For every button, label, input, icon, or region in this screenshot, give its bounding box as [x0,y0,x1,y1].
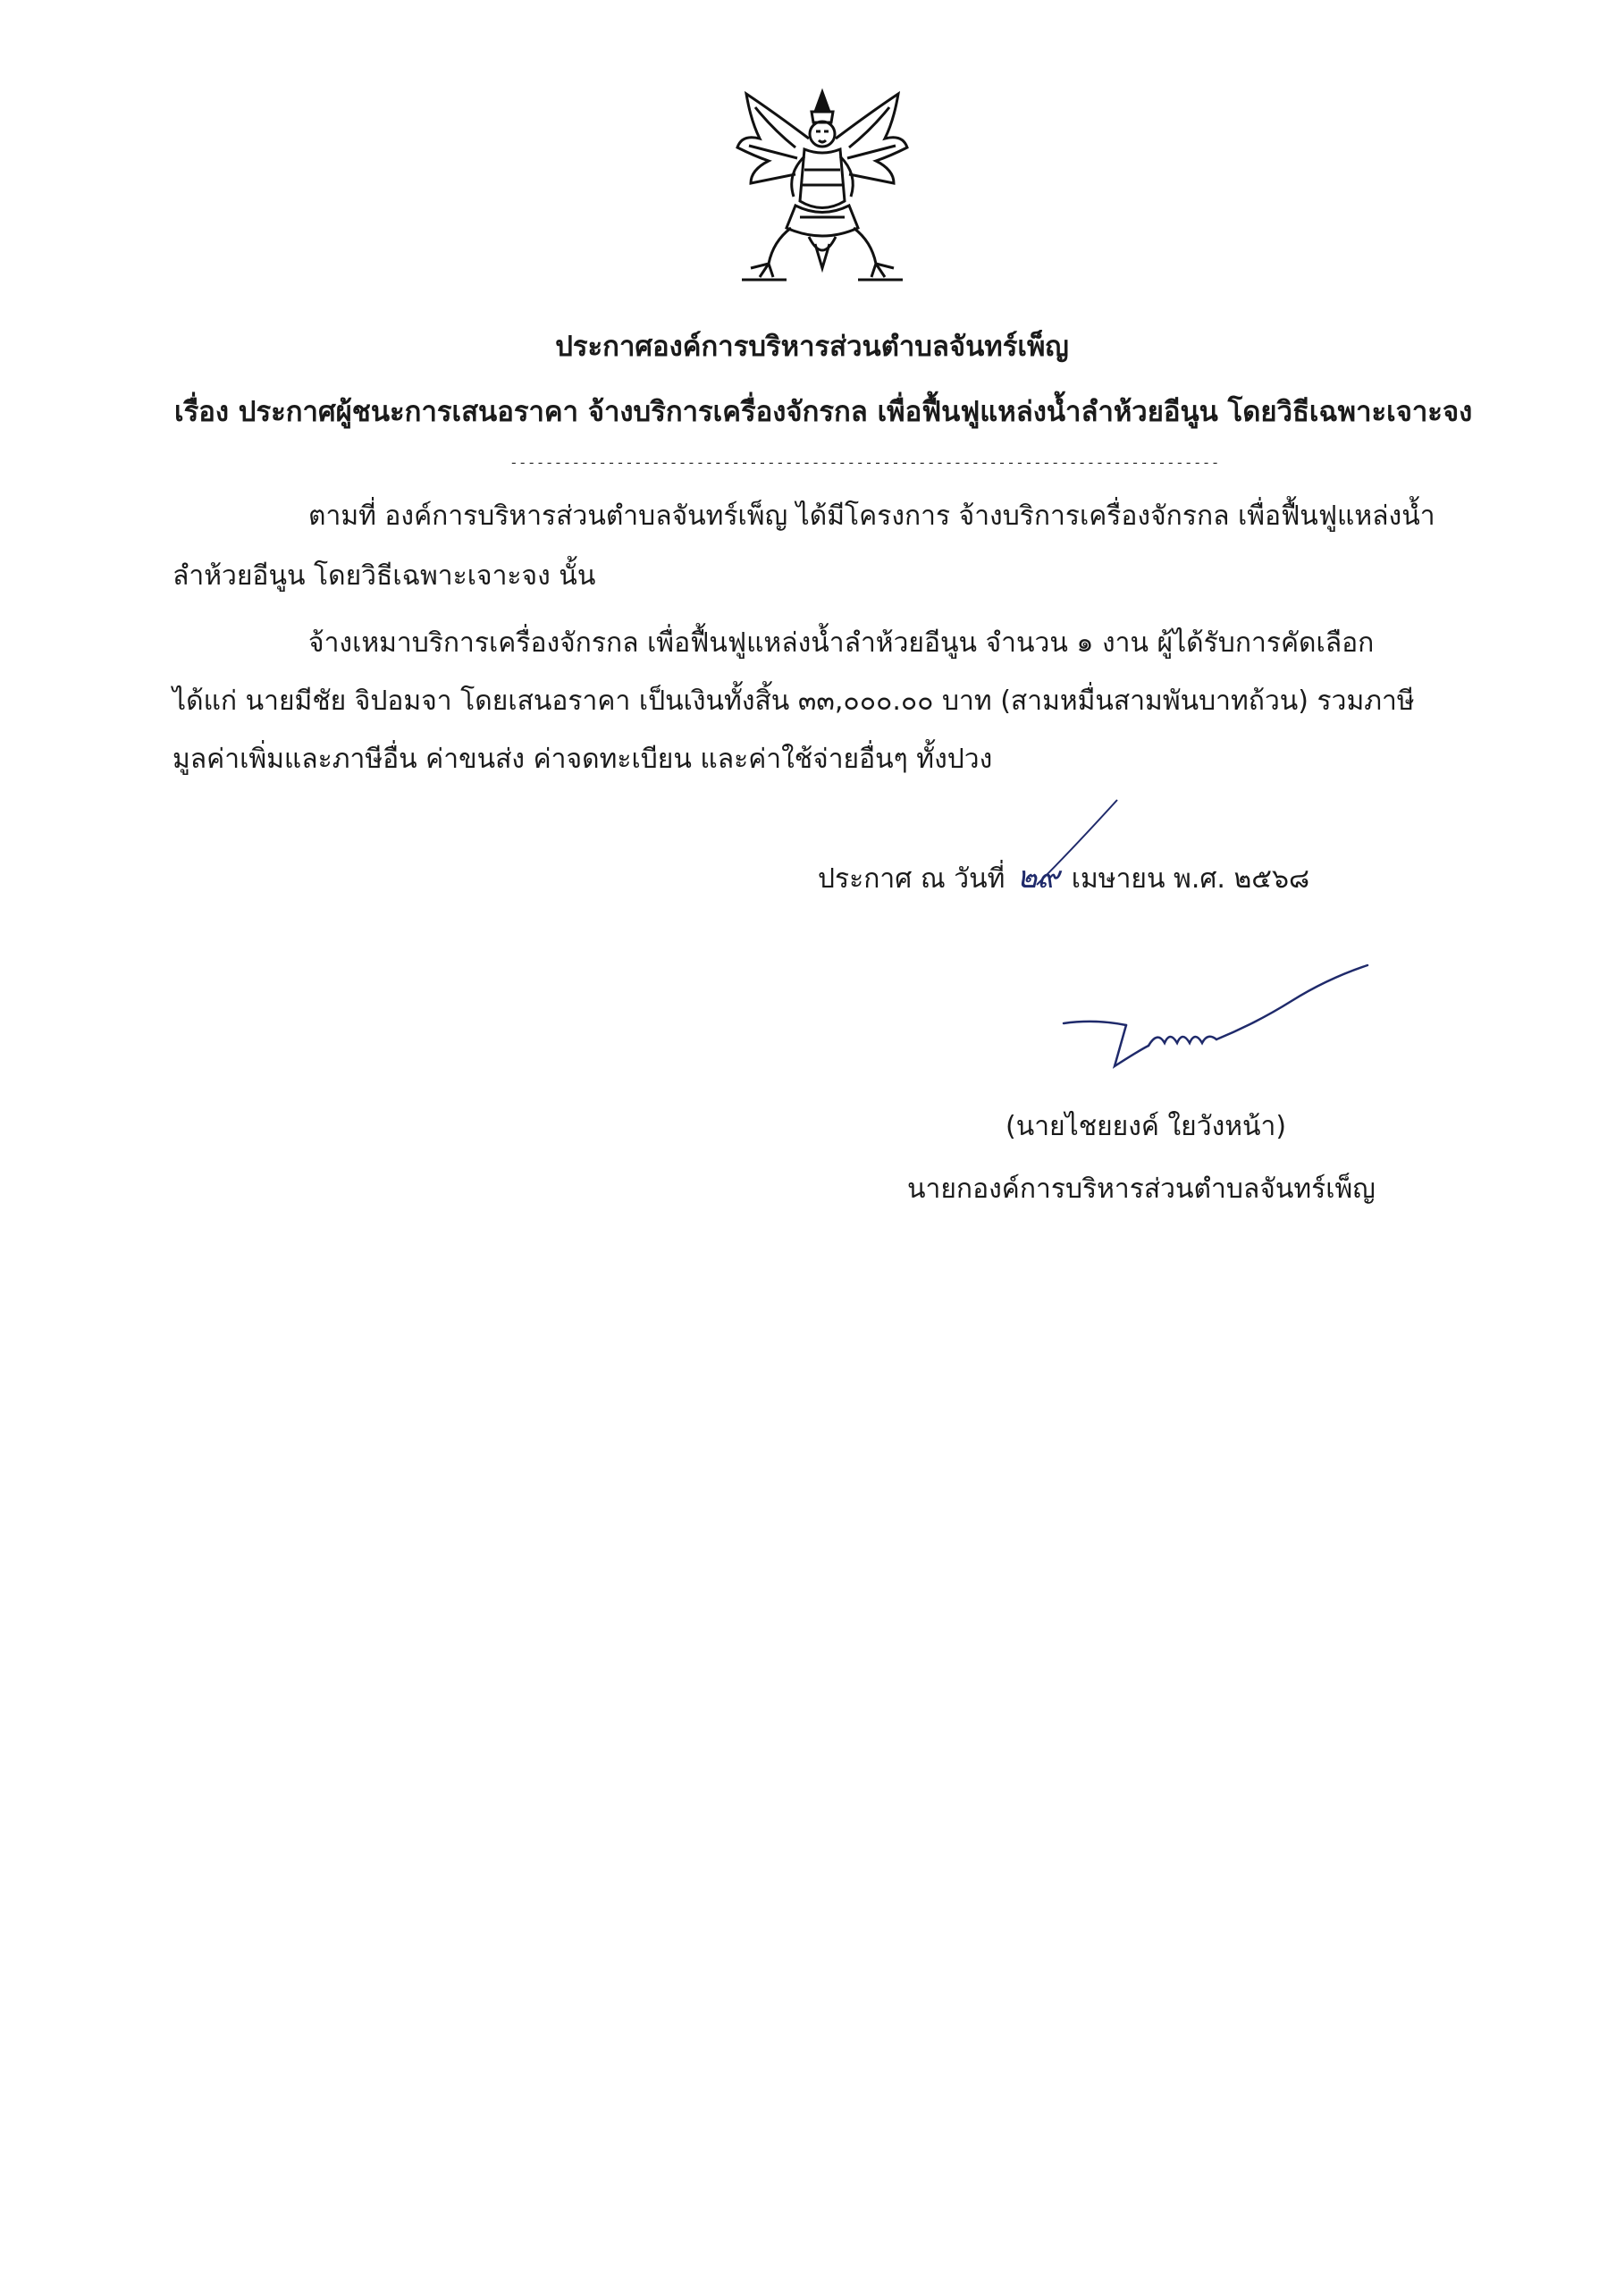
paragraph-1-line-2: ลำห้วยอีนูน โดยวิธีเฉพาะเจาะจง นั้น [172,560,596,592]
paragraph-1-line-1: ตามที่ องค์การบริหารส่วนตำบลจันทร์เพ็ญ ได้มีโครงการ จ้างบริการเครื่องจักรกล เพื่อฟื้นฟูแหล่งน้ำ [308,500,1435,532]
announcement-subject: เรื่อง ประกาศผู้ชนะการเสนอราคา จ้างบริการเครื่องจักรกล เพื่อฟื้นฟูแหล่งน้ำลำห้วยอีนูน โดยวิธีเฉพาะเจาะจง [174,396,1473,428]
paragraph-2-line-3: มูลค่าเพิ่มและภาษีอื่น ค่าขนส่ง ค่าจดทะเบียน และค่าใช้จ่ายอื่นๆ ทั้งปวง [172,744,993,775]
announcement-title: ประกาศองค์การบริหารส่วนตำบลจันทร์เพ็ญ [555,331,1069,363]
paragraph-2-line-1: จ้างเหมาบริการเครื่องจักรกล เพื่อฟื้นฟูแหล่งน้ำลำห้วยอีนูน จำนวน ๑ งาน ผู้ได้รับการคัดเลือก [308,627,1375,659]
announcement-date [818,860,1309,897]
date-prefix: ประกาศ ณ วันที่ [818,863,1006,895]
paragraph-2-line-2: ได้แก่ นายมีชัย จิปอมจา โดยเสนอราคา เป็นเงินทั้งสิ้น ๓๓,๐๐๐.๐๐ บาท (สามหมื่นสามพันบาทถ้วน) รวมภาษี [172,686,1415,717]
date-suffix: เมษายน พ.ศ. ๒๕๖๘ [1071,863,1310,895]
signer-title: นายกองค์การบริหารส่วนตำบลจันทร์เพ็ญ [907,1173,1376,1205]
date-day-handwritten: ๒๙ [1016,860,1060,896]
signer-name: (นายไชยยงค์ ใยวังหน้า) [1006,1111,1287,1142]
garuda-emblem-icon [733,85,912,299]
title-divider: -------------------------------------------------------------------------------- [509,454,1220,471]
signature-image [1059,961,1372,1077]
